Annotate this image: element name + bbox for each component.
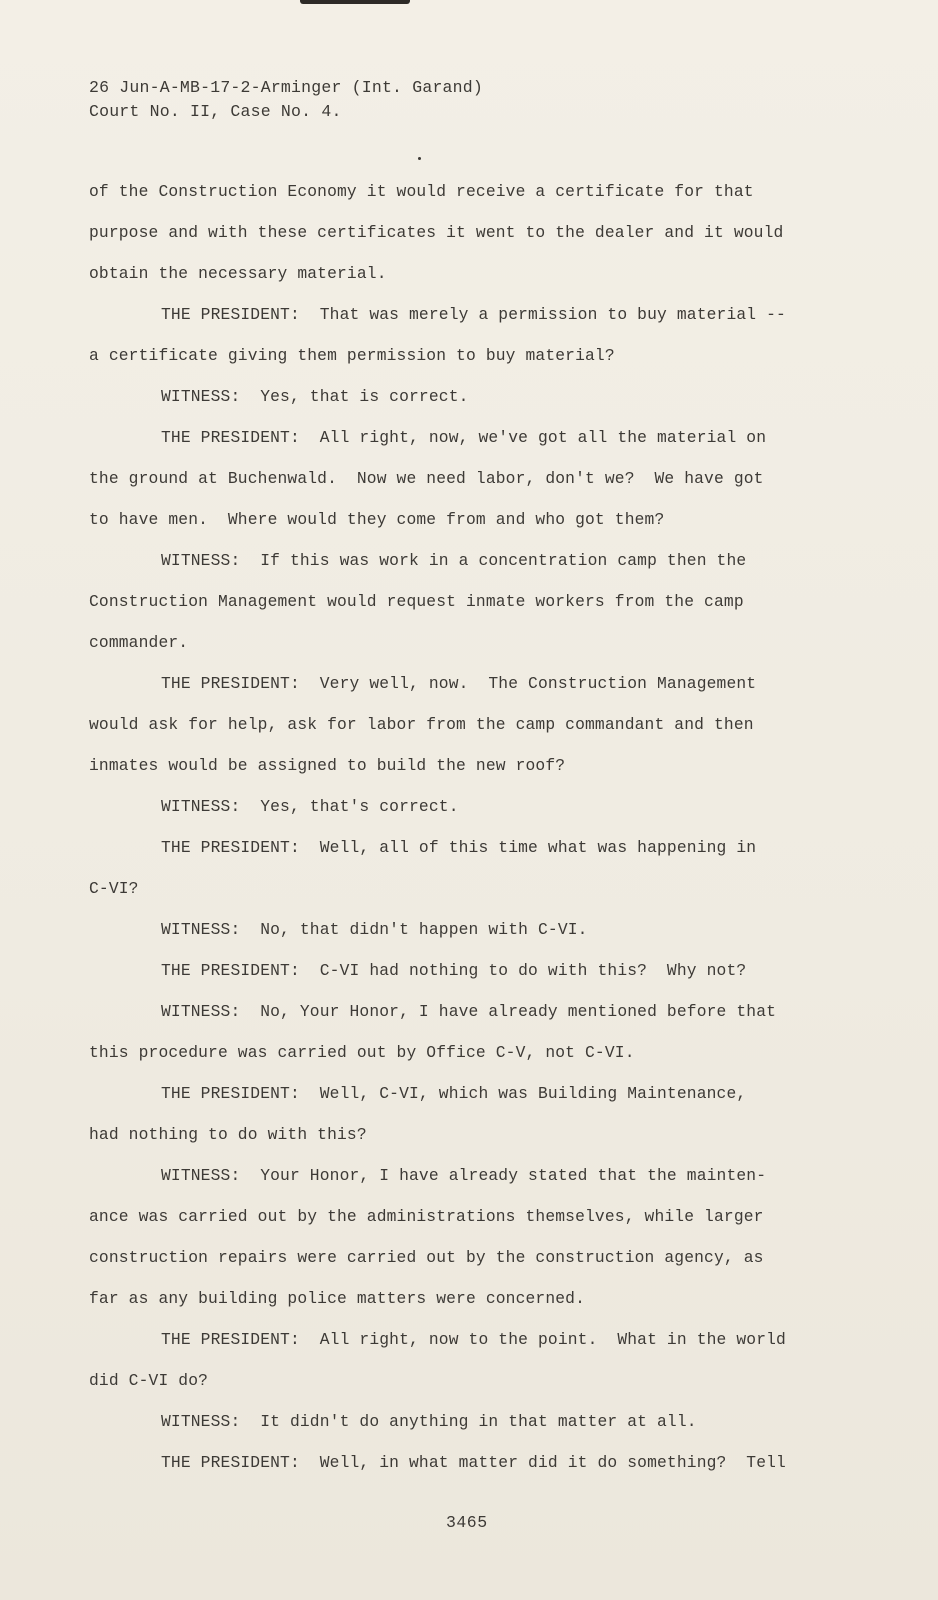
transcript-line: WITNESS: Yes, that's correct. [161,797,459,816]
transcript-line: WITNESS: Yes, that is correct. [161,387,469,406]
transcript-line: WITNESS: No, that didn't happen with C-VI. [161,920,588,939]
transcript-line: obtain the necessary material. [89,264,387,283]
transcript-line: inmates would be assigned to build the new roof? [89,756,566,775]
transcript-line: THE PRESIDENT: All right, now to the point. What in the world [161,1330,786,1349]
transcript-line: would ask for help, ask for labor from the camp commandant and then [89,715,754,734]
transcript-line: THE PRESIDENT: Very well, now. The Construction Management [161,674,757,693]
transcript-line: commander. [89,633,189,652]
transcript-line: WITNESS: If this was work in a concentration camp then the [161,551,747,570]
transcript-line: THE PRESIDENT: That was merely a permission to buy material -- [161,305,786,324]
transcript-line: THE PRESIDENT: Well, all of this time what was happening in [161,838,757,857]
transcript-line: had nothing to do with this? [89,1125,367,1144]
binding-mark [300,0,410,4]
transcript-line: WITNESS: Your Honor, I have already stated that the mainten- [161,1166,767,1185]
case-header-line-2: Court No. II, Case No. 4. [89,102,342,121]
transcript-line: a certificate giving them permission to buy material? [89,346,615,365]
transcript-line: WITNESS: It didn't do anything in that matter at all. [161,1412,697,1431]
transcript-line: THE PRESIDENT: Well, C-VI, which was Building Maintenance, [161,1084,747,1103]
transcript-line: C-VI? [89,879,139,898]
transcript-line: the ground at Buchenwald. Now we need labor, don't we? We have got [89,469,764,488]
transcript-line: far as any building police matters were concerned. [89,1289,586,1308]
transcript-line: of the Construction Economy it would receive a certificate for that [89,182,754,201]
case-header-line-1: 26 Jun-A-MB-17-2-Arminger (Int. Garand) [89,78,483,97]
ink-speck [418,157,421,160]
page-number: 3465 [446,1513,488,1532]
transcript-line: construction repairs were carried out by the construction agency, as [89,1248,764,1267]
transcript-line: THE PRESIDENT: C-VI had nothing to do with this? Why not? [161,961,747,980]
transcript-line: ance was carried out by the administrations themselves, while larger [89,1207,764,1226]
transcript-line: THE PRESIDENT: All right, now, we've got all the material on [161,428,767,447]
transcript-line: this procedure was carried out by Office C-V, not C-VI. [89,1043,635,1062]
transcript-line: WITNESS: No, Your Honor, I have already mentioned before that [161,1002,777,1021]
transcript-line: Construction Management would request inmate workers from the camp [89,592,744,611]
transcript-line: to have men. Where would they come from and who got them? [89,510,665,529]
transcript-line: THE PRESIDENT: Well, in what matter did it do something? Tell [161,1453,786,1472]
transcript-line: purpose and with these certificates it went to the dealer and it would [89,223,784,242]
transcript-line: did C-VI do? [89,1371,209,1390]
